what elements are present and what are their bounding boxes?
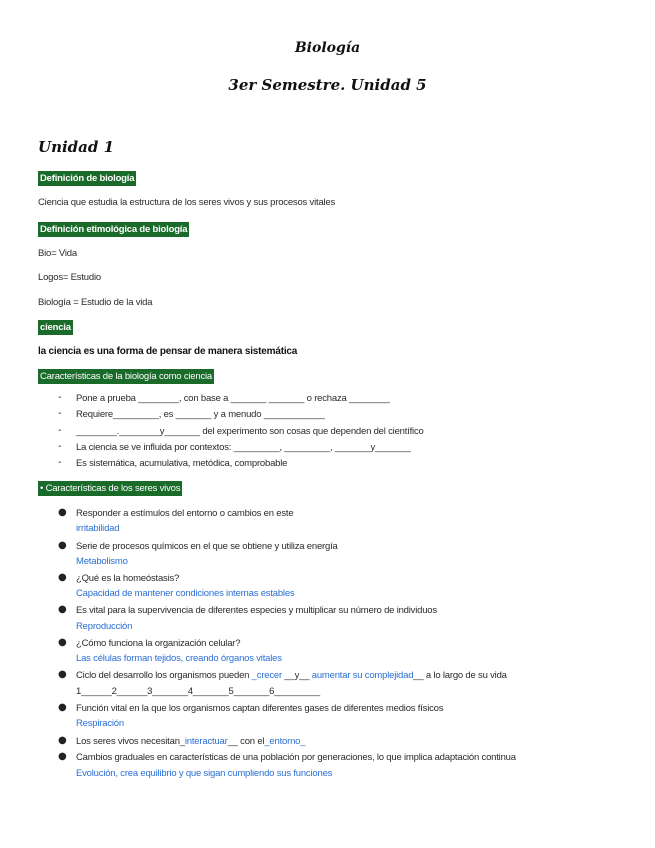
etymology-line-logos: Logos= Estudio: [38, 272, 101, 283]
bullet-marker: ●: [58, 572, 67, 583]
question-text: Responder a estímulos del entorno o cambios en este: [76, 508, 294, 519]
answer-text: irritabilidad: [76, 523, 120, 534]
ciencia-definition: la ciencia es una forma de pensar de manera sistemática: [38, 346, 298, 357]
list-item: ________.________y_______ del experimento son cosas que dependen del científico: [76, 426, 424, 437]
document-subtitle: 3er Semestre. Unidad 5: [228, 76, 427, 94]
bullet-marker: ●: [58, 637, 67, 648]
answer-text: Metabolismo: [76, 556, 128, 567]
question-part: Los seres vivos necesitan_: [76, 736, 185, 747]
dash-marker: -: [58, 457, 62, 468]
document-title: Biología: [294, 40, 361, 56]
list-item: Es sistemática, acumulativa, metódica, comprobable: [76, 458, 288, 469]
question-text: [76, 670, 507, 681]
question-text: Serie de procesos químicos en el que se obtiene y utiliza energía: [76, 541, 338, 552]
bullet-marker: ●: [58, 735, 67, 746]
etymology-line-bio: Bio= Vida: [38, 248, 77, 259]
answer-inline: _crecer: [251, 670, 282, 681]
dash-marker: -: [58, 408, 62, 419]
list-item: La ciencia se ve influida por contextos: _________, _________, _______y_______: [76, 442, 411, 453]
etymology-heading: Definición etimológica de biología: [40, 224, 188, 235]
ciencia-heading: ciencia: [40, 322, 71, 333]
etymology-line-biologia: Biología = Estudio de la vida: [38, 297, 153, 308]
answer-text: Capacidad de mantener condiciones internas estables: [76, 588, 295, 599]
answer-inline: interactuar: [184, 736, 228, 747]
living-beings-heading: • Características de los seres vivos: [40, 483, 181, 494]
question-part: __ con el: [227, 736, 265, 747]
science-characteristics-heading: Características de la biología como ciencia: [40, 371, 212, 382]
answer-text: Las células forman tejidos, creando órganos vitales: [76, 653, 282, 664]
bullet-marker: ●: [58, 507, 67, 518]
question-part: __ a lo largo de su vida: [413, 670, 507, 681]
bullet-marker: ●: [58, 669, 67, 680]
definition-text: Ciencia que estudia la estructura de los seres vivos y sus procesos vitales: [38, 197, 336, 208]
question-part: Ciclo del desarrollo los organismos pueden: [76, 670, 252, 681]
question-text: Es vital para la supervivencia de diferentes especies y multiplicar su número de individuos: [76, 605, 437, 616]
bullet-marker: ●: [58, 540, 67, 551]
answer-text: Evolución, crea equilibrio y que sigan cumpliendo sus funciones: [76, 768, 333, 779]
bullet-marker: ●: [58, 751, 67, 762]
bullet-marker: ●: [58, 702, 67, 713]
question-text: ¿Qué es la homeóstasis?: [76, 573, 180, 584]
list-item: Pone a prueba ________, con base a _______ _______ o rechaza ________: [76, 393, 390, 404]
unit-heading: Unidad 1: [38, 138, 115, 156]
answer-inline: aumentar su complejidad: [311, 670, 414, 681]
answer-text: Reproducción: [76, 621, 133, 632]
bullet-marker: ●: [58, 604, 67, 615]
question-text: Función vital en la que los organismos captan diferentes gases de diferentes medios físicos: [76, 703, 444, 714]
definition-heading: Definición de biología: [40, 173, 135, 184]
question-part: __y__: [281, 670, 312, 681]
list-item: Requiere_________, es _______ y a menudo ____________: [76, 409, 325, 420]
question-text: ¿Cómo funciona la organización celular?: [76, 638, 241, 649]
dash-marker: -: [58, 441, 62, 452]
answer-inline: _entorno_: [264, 736, 306, 747]
answer-text: Respiración: [76, 718, 124, 729]
question-text: [76, 736, 305, 747]
dash-marker: -: [58, 425, 62, 436]
question-text: Cambios graduales en características de una población por generaciones, lo que implica adaptación continua: [76, 752, 516, 763]
dash-marker: -: [58, 392, 62, 403]
question-blanks: 1______2______3_______4_______5_______6_________: [76, 686, 321, 697]
